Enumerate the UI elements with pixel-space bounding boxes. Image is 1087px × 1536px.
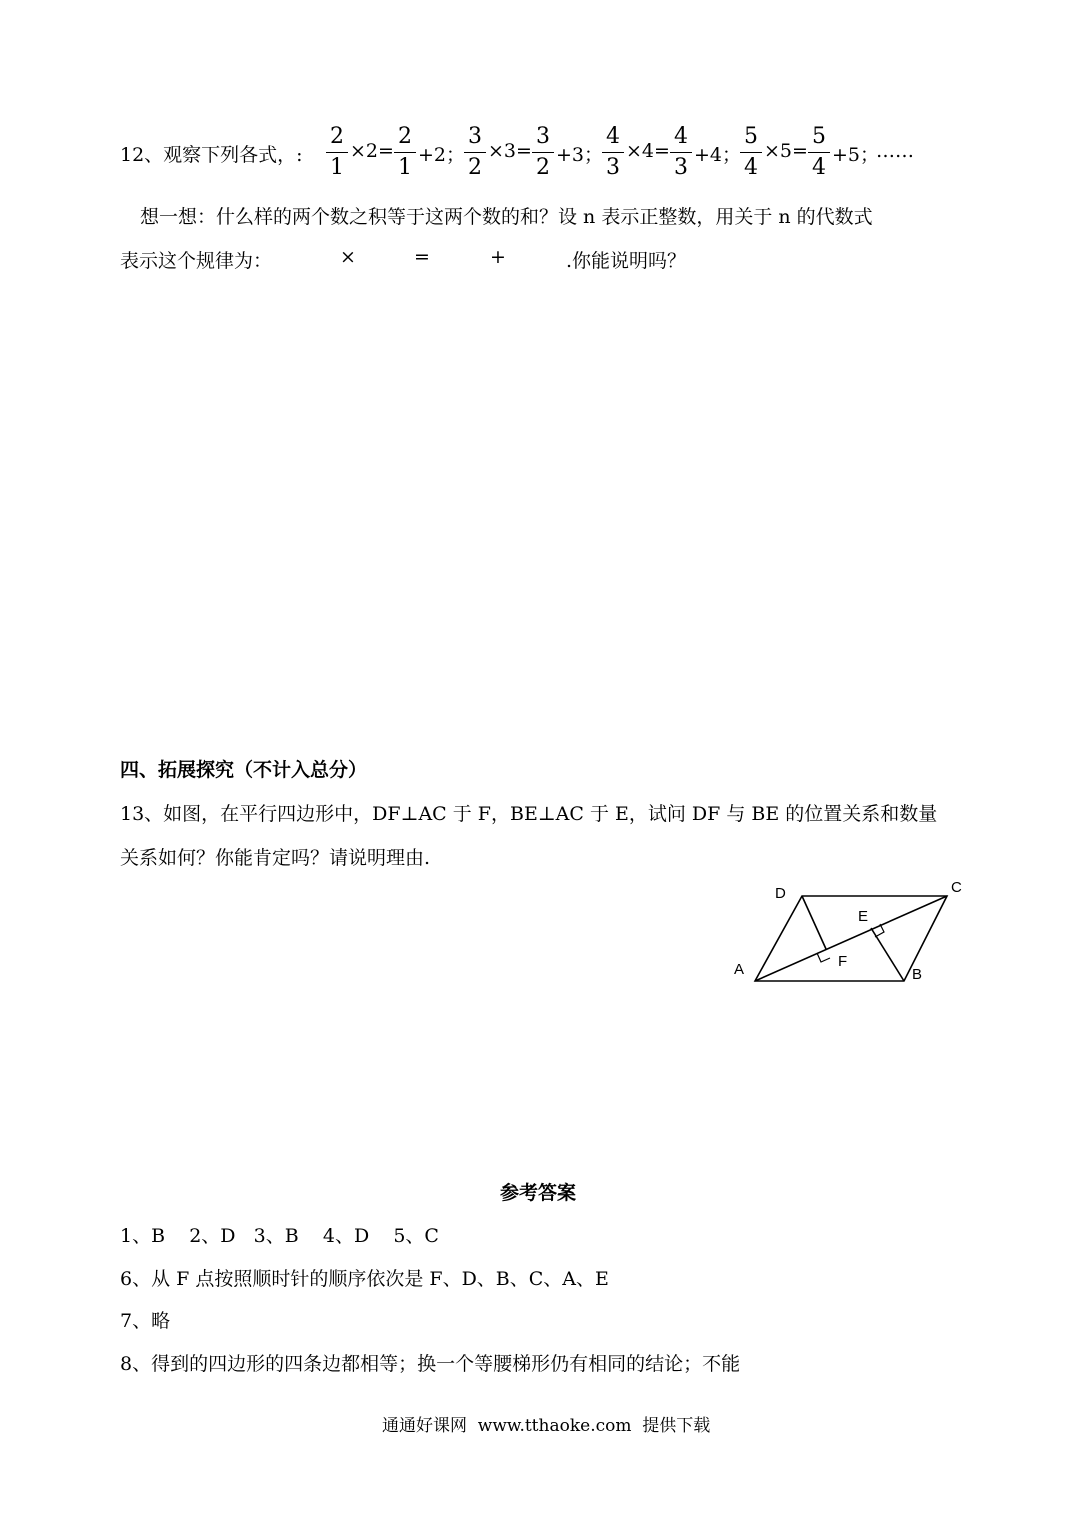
q13-line1: 13、如图，在平行四边形中，DF⊥AC 于 F，BE⊥AC 于 E，试问 DF 与 BE 的位置关系和数量 bbox=[120, 803, 938, 825]
segment-df bbox=[802, 896, 826, 949]
denominator: 1 bbox=[398, 155, 412, 180]
q12-line2: 想一想：什么样的两个数之积等于这两个数的和？设 n 表示正整数，用关于 n 的代数式 bbox=[140, 206, 873, 228]
fraction bbox=[670, 126, 692, 181]
label-d: D bbox=[775, 885, 786, 902]
fraction bbox=[532, 126, 554, 181]
fraction bbox=[602, 126, 624, 181]
fraction bbox=[740, 126, 762, 181]
numerator: 5 bbox=[744, 124, 758, 149]
label-e: E bbox=[858, 908, 869, 925]
q12-line3-prefix: 表示这个规律为： bbox=[120, 250, 273, 272]
numerator: 3 bbox=[468, 124, 482, 149]
times-text: ×3= bbox=[488, 140, 532, 162]
label-f: F bbox=[838, 953, 848, 970]
fraction bbox=[464, 126, 486, 181]
numerator: 4 bbox=[674, 124, 688, 149]
numerator: 3 bbox=[536, 124, 550, 149]
denominator: 4 bbox=[812, 155, 826, 180]
answer-7: 7、略 bbox=[120, 1310, 171, 1332]
fraction bbox=[808, 126, 830, 181]
answers-title: 参考答案 bbox=[500, 1182, 577, 1204]
ellipsis: …… bbox=[876, 140, 914, 162]
label-b: B bbox=[912, 966, 923, 983]
fraction bbox=[394, 126, 416, 181]
answer-1-5: 1、B 2、D 3、B 4、D 5、C bbox=[120, 1225, 439, 1247]
numerator: 5 bbox=[812, 124, 826, 149]
q13-line2: 关系如何？你能肯定吗？请说明理由. bbox=[120, 847, 431, 869]
q12-intro: 12、观察下列各式，: bbox=[120, 144, 303, 166]
numerator: 4 bbox=[606, 124, 620, 149]
denominator: 4 bbox=[744, 155, 758, 180]
tail-text: +5； bbox=[832, 144, 880, 166]
numerator: 2 bbox=[330, 124, 344, 149]
q12-line3-suffix: .你能说明吗？ bbox=[566, 250, 687, 272]
tail-text: +4； bbox=[694, 144, 742, 166]
equals-symbol: = bbox=[414, 246, 430, 268]
plus-symbol: + bbox=[490, 246, 506, 268]
denominator: 2 bbox=[468, 155, 482, 180]
denominator: 2 bbox=[536, 155, 550, 180]
answer-8: 8、得到的四边形的四条边都相等；换一个等腰梯形仍有相同的结论；不能 bbox=[120, 1353, 741, 1375]
times-text: ×4= bbox=[626, 140, 670, 162]
answer-6: 6、从 F 点按照顺时针的顺序依次是 F、D、B、C、A、E bbox=[120, 1268, 609, 1290]
label-a: A bbox=[734, 961, 745, 978]
denominator: 1 bbox=[330, 155, 344, 180]
denominator: 3 bbox=[674, 155, 688, 180]
tail-text: +2； bbox=[418, 144, 466, 166]
denominator: 3 bbox=[606, 155, 620, 180]
parallelogram-figure bbox=[720, 870, 980, 990]
numerator: 2 bbox=[398, 124, 412, 149]
section-title: 四、拓展探究（不计入总分） bbox=[120, 759, 368, 781]
tail-text: +3； bbox=[556, 144, 604, 166]
right-angle-f bbox=[817, 953, 830, 962]
footer-text: 通通好课网 www.tthaoke.com 提供下载 bbox=[382, 1416, 711, 1436]
times-symbol: × bbox=[340, 246, 356, 268]
times-text: ×2= bbox=[350, 140, 394, 162]
label-c: C bbox=[951, 879, 962, 896]
times-text: ×5= bbox=[764, 140, 808, 162]
fraction bbox=[326, 126, 348, 181]
